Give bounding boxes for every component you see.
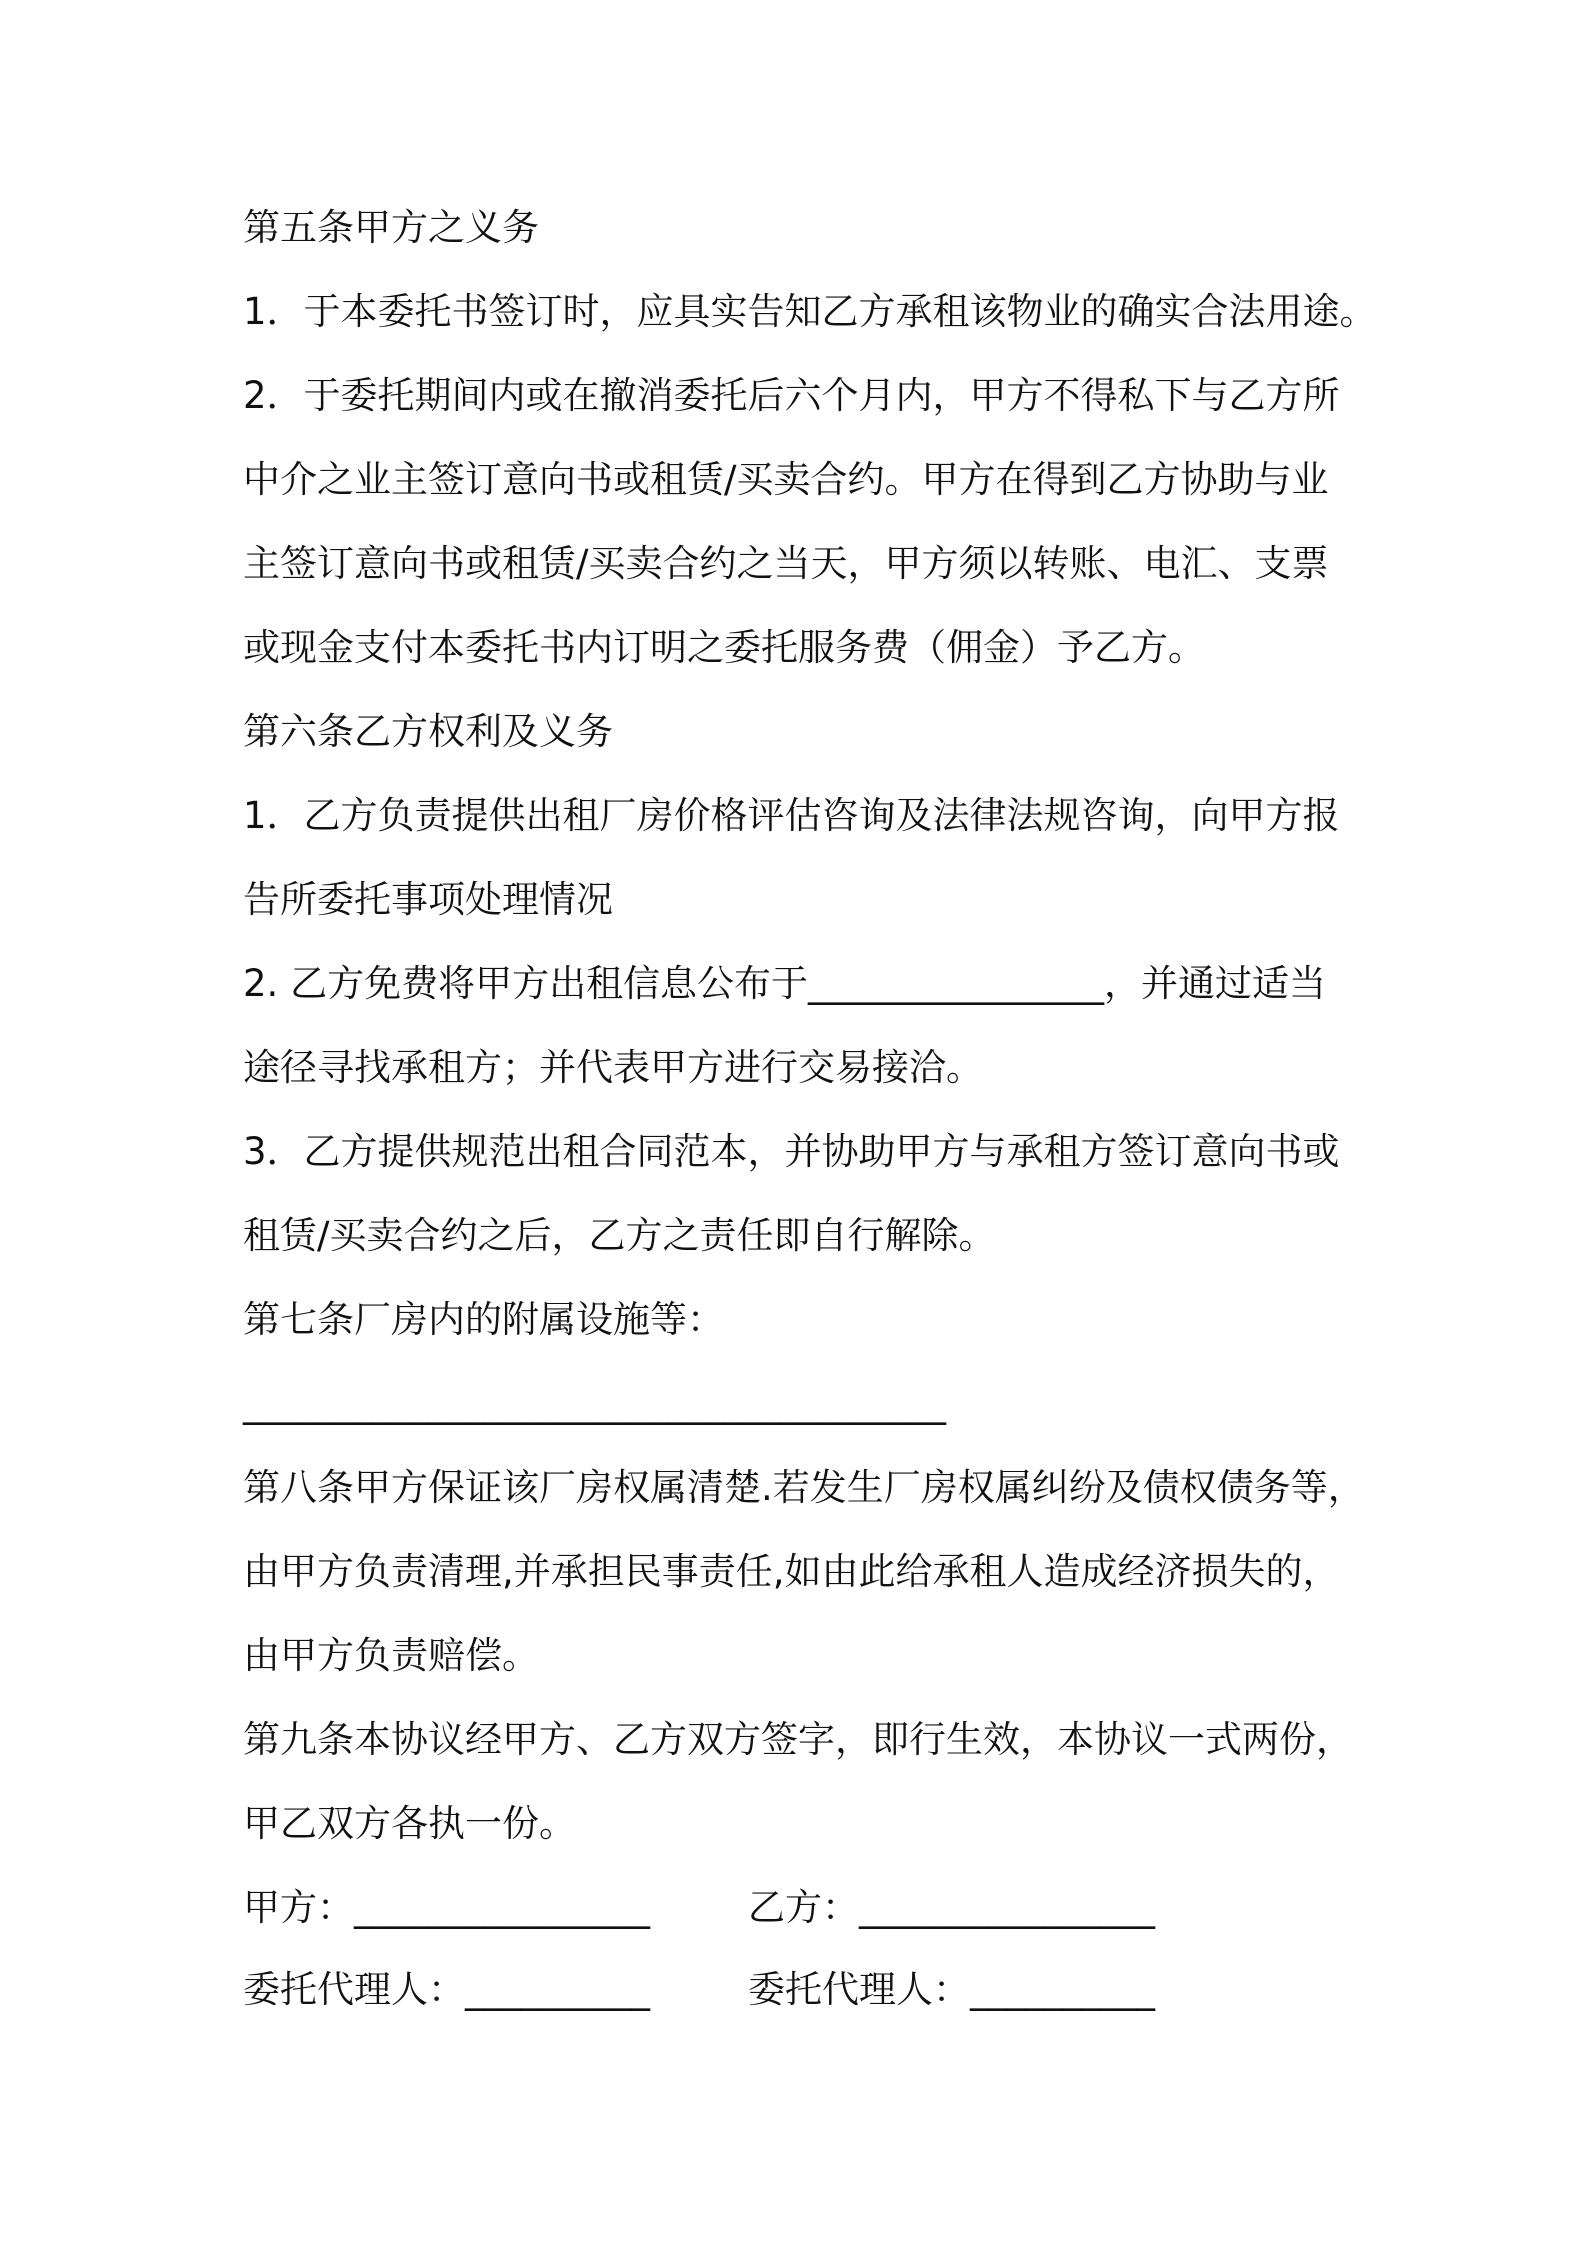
- article-5-item-2-line-1: 2．于委托期间内或在撤消委托后六个月内，甲方不得私下与乙方所: [243, 374, 1340, 417]
- party-b-signature: 乙方：________________: [748, 1886, 1155, 1929]
- article-5-item-1: 1．于本委托书签订时，应具实告知乙方承租该物业的确实合法用途。: [243, 290, 1377, 333]
- article-8-line-2: 由甲方负责清理,并承担民事责任,如由此给承租人造成经济损失的，: [243, 1550, 1340, 1593]
- article-7-blank-line: ______________________________________: [243, 1382, 946, 1425]
- party-a-agent-signature: 委托代理人：__________: [243, 1968, 650, 2011]
- article-8-line-1: 第八条甲方保证该厂房权属清楚.若发生厂房权属纠纷及债权债务等，: [243, 1466, 1365, 1509]
- article-6-item-2-line-2: 途径寻找承租方；并代表甲方进行交易接洽。: [243, 1046, 983, 1089]
- article-6-item-3-line-1: 3．乙方提供规范出租合同范本，并协助甲方与承租方签订意向书或: [243, 1130, 1340, 1173]
- article-5-title: 第五条甲方之义务: [243, 206, 539, 249]
- article-6-item-3-line-2: 租赁/买卖合约之后，乙方之责任即自行解除。: [243, 1214, 996, 1257]
- article-6-title: 第六条乙方权利及义务: [243, 710, 613, 753]
- article-6-item-1-line-1: 1．乙方负责提供出租厂房价格评估咨询及法律法规咨询，向甲方报: [243, 794, 1340, 837]
- article-8-line-3: 由甲方负责赔偿。: [243, 1634, 539, 1677]
- article-9-line-1: 第九条本协议经甲方、乙方双方签字，即行生效，本协议一式两份，: [243, 1718, 1353, 1761]
- article-5-item-2-line-4: 或现金支付本委托书内订明之委托服务费（佣金）予乙方。: [243, 626, 1205, 669]
- article-9-line-2: 甲乙双方各执一份。: [243, 1802, 576, 1845]
- article-5-item-2-line-2: 中介之业主签订意向书或租赁/买卖合约。甲方在得到乙方协助与业: [243, 458, 1329, 501]
- article-5-item-2-line-3: 主签订意向书或租赁/买卖合约之当天，甲方须以转账、电汇、支票: [243, 542, 1329, 585]
- article-6-item-1-line-2: 告所委托事项处理情况: [243, 878, 613, 921]
- article-6-item-2-line-1: 2. 乙方免费将甲方出租信息公布于________________，并通过适当: [243, 962, 1327, 1005]
- article-7-title: 第七条厂房内的附属设施等：: [243, 1298, 724, 1341]
- party-b-agent-signature: 委托代理人：__________: [748, 1968, 1155, 2011]
- party-a-signature: 甲方：________________: [243, 1886, 650, 1929]
